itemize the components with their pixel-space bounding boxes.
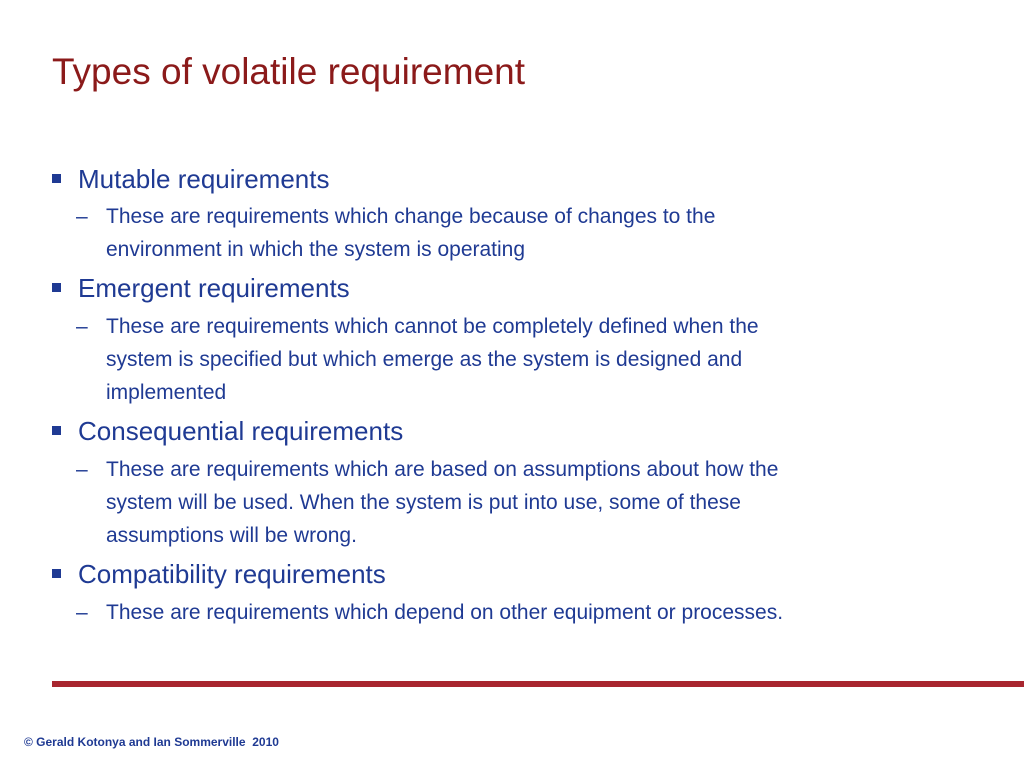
square-bullet-icon: [52, 283, 61, 292]
description-line: system will be used. When the system is put into use, some of these: [106, 491, 741, 514]
dash-bullet-icon: –: [76, 458, 88, 481]
square-bullet-icon: [52, 174, 61, 183]
footer-divider: [52, 681, 1024, 687]
description-line: environment in which the system is operating: [106, 238, 526, 261]
bullet-description: [106, 596, 956, 629]
bullet-description: [106, 310, 956, 409]
description-line: These are requirements which cannot be completely defined when the: [106, 315, 759, 338]
description-line: These are requirements which are based on assumptions about how the: [106, 458, 779, 481]
description-line: These are requirements which depend on other equipment or processes.: [106, 601, 784, 624]
bullet-heading: Mutable requirements: [78, 164, 330, 194]
description-line: These are requirements which change because of changes to the: [106, 205, 716, 228]
square-bullet-icon: [52, 426, 61, 435]
bullet-heading: Compatibility requirements: [78, 559, 386, 589]
dash-bullet-icon: –: [76, 315, 88, 338]
copyright-footer: © Gerald Kotonya and Ian Sommerville 2010: [24, 735, 279, 749]
bullet-description: [106, 200, 956, 266]
bullet-description: [106, 453, 956, 552]
dash-bullet-icon: –: [76, 205, 88, 228]
description-line: system is specified but which emerge as the system is designed and: [106, 348, 743, 371]
description-line: implemented: [106, 381, 227, 404]
square-bullet-icon: [52, 569, 61, 578]
bullet-heading: Consequential requirements: [78, 416, 404, 446]
bullet-heading: Emergent requirements: [78, 273, 350, 303]
dash-bullet-icon: –: [76, 601, 88, 624]
description-line: assumptions will be wrong.: [106, 524, 357, 547]
slide-title: Types of volatile requirement: [52, 51, 526, 92]
